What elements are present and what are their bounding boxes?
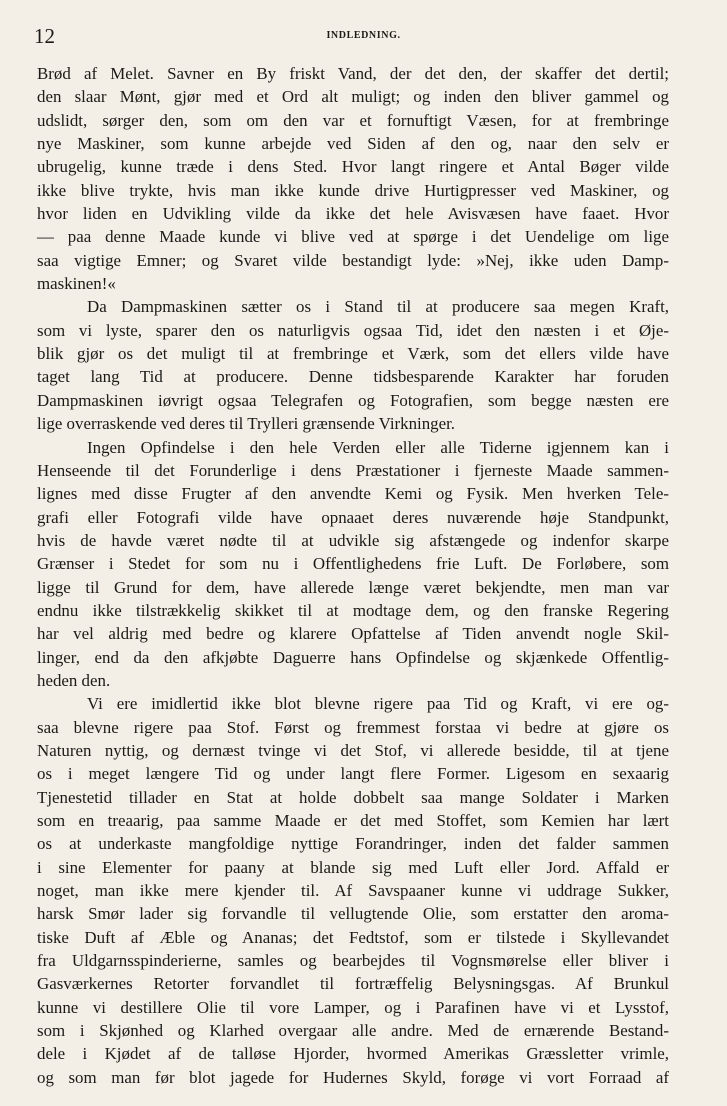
text-line: noget, man ikke mere kjender til. Af Savspaaner kunne vi uddrage Sukker, — [37, 881, 669, 901]
text-line: ligge til Grund for dem, have allerede længe været bekjendte, men man var — [37, 577, 669, 597]
paragraph — [37, 436, 669, 693]
paragraph — [37, 295, 669, 435]
text-line: Henseende til det Forunderlige i dens Præstationer i fjerneste Maade sammen- — [37, 460, 669, 480]
text-line: og som man før blot jagede for Hudernes Skyld, forøge vi vort Forraad af — [37, 1067, 669, 1087]
text-line: saa blevne rigere paa Stof. Først og fremmest forstaa vi bedre at gjøre os — [37, 717, 669, 737]
text-line: tiske Duft af Æble og Ananas; det Fedtstof, som er tilstede i Skyllevandet — [37, 927, 669, 947]
text-line: udslidt, sørger den, som om den var et fornuftigt Væsen, for at frembringe — [37, 110, 669, 130]
text-line: nye Maskiner, som kunne arbejde ved Siden af den og, naar den selv er — [37, 134, 669, 154]
text-line: kunne vi destillere Olie til vore Lamper, og i Parafinen have vi et Lysstof, — [37, 997, 669, 1017]
text-line: os i meget længere Tid og under langt flere Former. Ligesom en sexaarig — [37, 764, 669, 784]
text-line: fra Uldgarnsspinderierne, samles og bearbejdes til Vognsmørelse eller bliver i — [37, 951, 669, 971]
text-line: hvor liden en Udvikling vilde da ikke det hele Avisvæsen have faaet. Hvor — [37, 204, 669, 224]
text-line: os at underkaste mangfoldige nyttige Forandringer, inden det falder sammen — [37, 834, 669, 854]
text-line: har vel aldrig med bedre og klarere Opfattelse af Tiden anvendt nogle Skil- — [37, 624, 669, 644]
text-line: hvis de havde været nødte til at udvikle sig afstængede og indenfor skarpe — [37, 530, 669, 550]
body-text — [37, 62, 669, 1089]
page-number: 12 — [34, 24, 55, 48]
text-line: endnu ikke tilstrækkelig skikket til at modtage dem, og den franske Regering — [37, 600, 669, 620]
text-line: Vi ere imidlertid ikke blot blevne rigere paa Tid og Kraft, vi ere og- — [87, 694, 669, 714]
text-line: ubrugelig, kunne træde i dens Sted. Hvor langt ringere et Antal Bøger vilde — [37, 157, 669, 177]
text-line: som vi lyste, sparer den os naturligvis ogsaa Tid, idet den næsten i et Øje- — [37, 320, 669, 340]
text-line: grafi eller Fotografi vilde have opnaaet deres nuværende høje Standpunkt, — [37, 507, 669, 527]
text-line: som i Skjønhed og Klarhed overgaar alle andre. Med de ernærende Bestand- — [37, 1021, 669, 1041]
text-line: dele i Kjødet af de talløse Hjorder, hvormed Amerikas Græssletter vrimle, — [37, 1044, 669, 1064]
text-line: Tjenestetid tillader en Stat at holde dobbelt saa mange Soldater i Marken — [37, 787, 669, 807]
paragraph — [37, 692, 669, 1089]
text-line: harsk Smør lader sig forvandle til vellugtende Olie, som erstatter den aroma- — [37, 904, 669, 924]
text-line: Dampmaskinen iøvrigt ogsaa Telegrafen og Fotografien, som begge næsten ere — [37, 390, 669, 410]
text-line: heden den. — [37, 670, 111, 690]
text-line: blik gjør os det muligt til at frembringe et Værk, som det ellers vilde have — [37, 344, 669, 364]
running-head: INDLEDNING. — [326, 30, 401, 41]
text-line: lige overraskende ved deres til Trylleri grænsende Virkninger. — [37, 414, 456, 434]
text-line: som en treaarig, paa samme Maade er det med Stoffet, som Kemien har lært — [37, 811, 669, 830]
text-line: saa vigtige Emner; og Svaret vilde bestandigt lyde: »Nej, ikke uden Damp- — [37, 250, 669, 270]
text-line: i sine Elementer for paany at blande sig med Luft eller Jord. Affald er — [37, 857, 669, 877]
text-line: Ingen Opfindelse i den hele Verden eller alle Tiderne igjennem kan i — [87, 437, 669, 457]
text-line: Naturen nyttig, og dernæst tvinge vi det Stof, vi allerede besidde, til at tjene — [37, 740, 669, 760]
text-line: Gasværkernes Retorter forvandlet til fortræffelig Belysningsgas. Af Brunkul — [37, 974, 669, 994]
text-line: — paa denne Maade kunde vi blive ved at spørge i det Uendelige om lige — [37, 227, 669, 247]
text-line: linger, end da den afkjøbte Daguerre hans Opfindelse og skjænkede Offentlig- — [37, 647, 669, 667]
text-line: den slaar Mønt, gjør med et Ord alt muligt; og inden den bliver gammel og — [37, 87, 669, 107]
text-line: Da Dampmaskinen sætter os i Stand til at producere saa megen Kraft, — [87, 297, 669, 317]
text-line: ikke blive trykte, hvis man ikke kunde drive Hurtigpresser ved Maskiner, og — [37, 180, 669, 200]
text-line: maskinen!« — [37, 274, 116, 294]
text-line: taget lang Tid at producere. Denne tidsbesparende Karakter har foruden — [37, 367, 669, 387]
text-line: Grænser i Stedet for som nu i Offentlighedens frie Luft. De Forløbere, som — [37, 554, 669, 574]
text-line: lignes med disse Frugter af den anvendte Kemi og Fysik. Men hverken Tele- — [37, 484, 669, 504]
text-line: Brød af Melet. Savner en By friskt Vand, der det den, der skaffer det dertil; — [37, 64, 669, 83]
paragraph — [37, 62, 669, 295]
